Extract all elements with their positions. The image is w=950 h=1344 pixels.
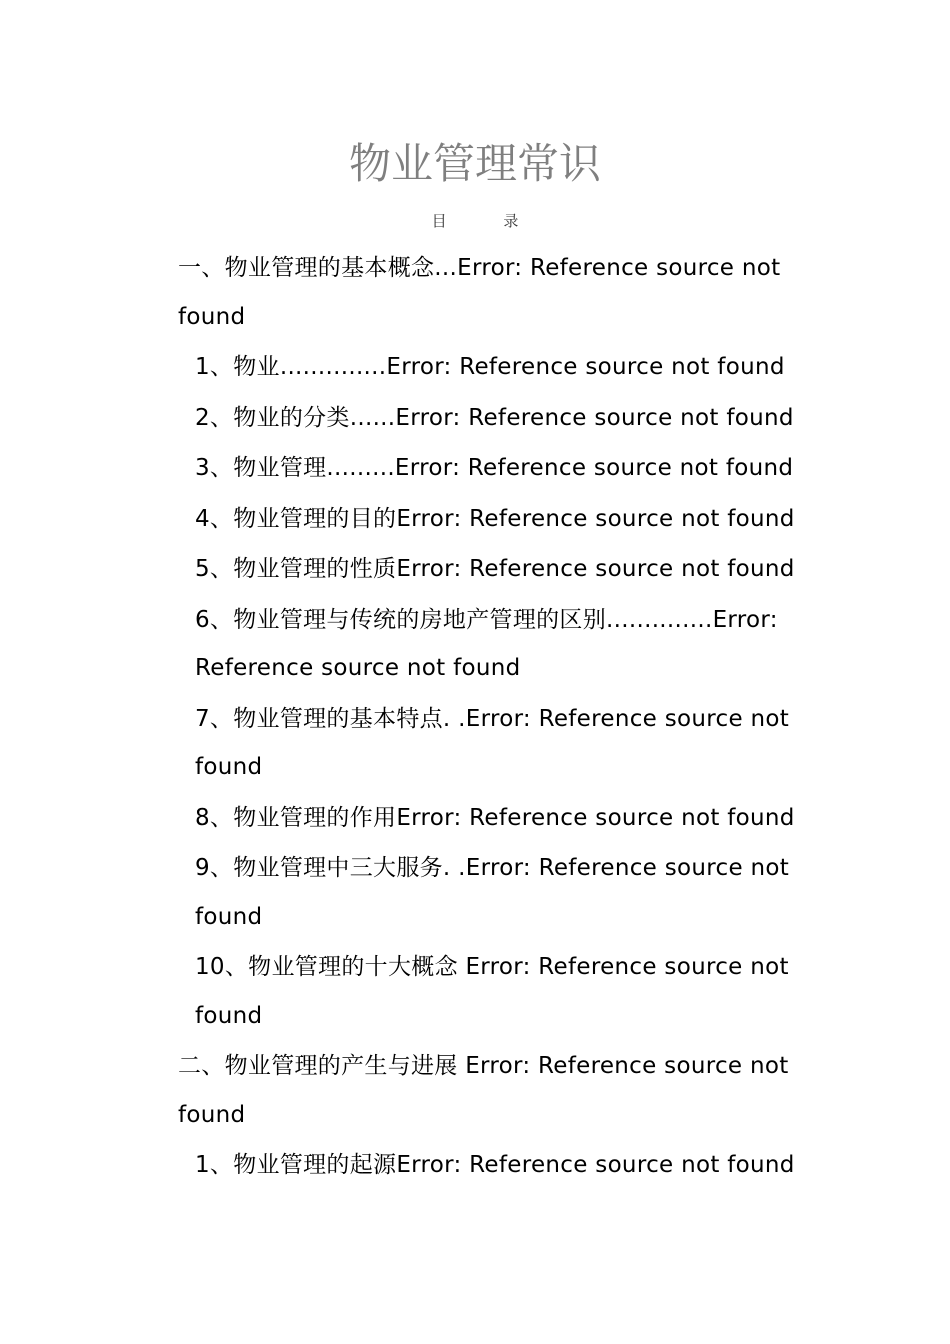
toc-entry-1-6[interactable]: 6、物业管理与传统的房地产管理的区别..............Error: Reference source not found: [195, 606, 778, 681]
toc-entry-1-5[interactable]: 5、物业管理的性质Error: Reference source not found: [195, 556, 795, 582]
toc-heading: 目 录: [431, 212, 545, 230]
toc-entry-1-8[interactable]: 8、物业管理的作用Error: Reference source not found: [195, 804, 795, 831]
toc-entry-1-1[interactable]: 1、物业..............Error: Reference source not found: [195, 354, 785, 380]
toc-entry-1-4[interactable]: 4、物业管理的目的Error: Reference source not found: [195, 505, 795, 532]
document-title: 物业管理常识: [348, 139, 601, 188]
toc-entry-1-3[interactable]: 3、物业管理.........Error: Reference source not found: [195, 455, 794, 481]
toc-entry-1-2[interactable]: 2、物业的分类......Error: Reference source not found: [195, 404, 794, 431]
table-of-contents: [178, 244, 818, 1192]
toc-entry-1-9[interactable]: 9、物业管理中三大服务. .Error: Reference source not found: [195, 855, 790, 930]
toc-entry-part-2[interactable]: 二、物业管理的产生与进展 Error: Reference source not found: [178, 1053, 789, 1128]
toc-entry-2-1[interactable]: 1、物业管理的起源Error: Reference source not found: [195, 1152, 795, 1178]
toc-entry-1-10[interactable]: 10、物业管理的十大概念 Error: Reference source not found: [195, 954, 789, 1029]
toc-entry-1-7[interactable]: 7、物业管理的基本特点. .Error: Reference source not found: [195, 705, 790, 780]
toc-entry-part-1[interactable]: 一、物业管理的基本概念...Error: Reference source not found: [178, 255, 781, 330]
